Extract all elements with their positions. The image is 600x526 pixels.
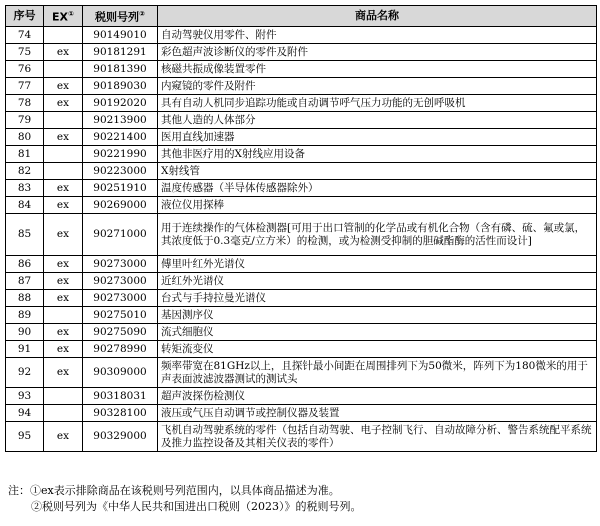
product-name-cell: 台式与手持拉曼光谱仪 — [158, 290, 597, 307]
table-row — [6, 290, 597, 307]
tariff-code-cell: 90251910 — [83, 180, 158, 197]
serial-number-cell: 95 — [6, 422, 44, 452]
tariff-code-cell: 90273000 — [83, 256, 158, 273]
serial-number-cell: 78 — [6, 95, 44, 112]
table-row — [6, 341, 597, 358]
ex-cell — [44, 112, 83, 129]
tariff-code-cell: 90269000 — [83, 197, 158, 214]
ex-cell: ex — [44, 214, 83, 256]
product-name-cell: 医用直线加速器 — [158, 129, 597, 146]
ex-cell: ex — [44, 422, 83, 452]
table-row — [6, 180, 597, 197]
product-name-cell: 飞机自动驾驶系统的零件（包括自动驾驶、电子控制飞行、自动故障分析、警告系统配平系统及推力监控设备及其相关仪表的零件） — [158, 422, 597, 452]
tariff-code-cell: 90192020 — [83, 95, 158, 112]
table-row — [6, 112, 597, 129]
table-row — [6, 27, 597, 44]
table-row — [6, 95, 597, 112]
table-row — [6, 405, 597, 422]
product-name-cell: 内窥镜的零件及附件 — [158, 78, 597, 95]
table-row — [6, 388, 597, 405]
product-name-cell: 近红外光谱仪 — [158, 273, 597, 290]
tariff-code-cell: 90278990 — [83, 341, 158, 358]
table-row — [6, 129, 597, 146]
serial-number-cell: 92 — [6, 358, 44, 388]
serial-number-cell: 89 — [6, 307, 44, 324]
tariff-code-cell: 90271000 — [83, 214, 158, 256]
product-name-cell: 彩色超声波诊断仪的零件及附件 — [158, 44, 597, 61]
product-name-cell: 其他人造的人体部分 — [158, 112, 597, 129]
footnote-2: ②税则号列为《中华人民共和国进出口税则（2023）》的税则号列。 — [31, 500, 362, 513]
tariff-code-cell: 90181291 — [83, 44, 158, 61]
serial-number-cell: 76 — [6, 61, 44, 78]
serial-number-cell: 85 — [6, 214, 44, 256]
ex-cell — [44, 405, 83, 422]
header-ex-label: EX — [52, 10, 69, 24]
table-row — [6, 307, 597, 324]
table-row — [6, 61, 597, 78]
tariff-code-cell: 90149010 — [83, 27, 158, 44]
header-ex — [44, 6, 83, 27]
tariff-code-cell: 90213900 — [83, 112, 158, 129]
header-serial-number — [6, 6, 44, 27]
product-name-cell: 傅里叶红外光谱仪 — [158, 256, 597, 273]
product-name-cell: 频率带宽在81GHz以上，且探针最小间距在周围排列下为50微米，阵列下为180微米的用于声表面波滤波器测试的测试头 — [158, 358, 597, 388]
tariff-code-cell: 90275090 — [83, 324, 158, 341]
serial-number-cell: 94 — [6, 405, 44, 422]
ex-cell: ex — [44, 78, 83, 95]
table-header-row — [6, 6, 597, 27]
serial-number-cell: 80 — [6, 129, 44, 146]
product-name-cell: 转矩流变仪 — [158, 341, 597, 358]
ex-cell — [44, 307, 83, 324]
serial-number-cell: 77 — [6, 78, 44, 95]
table-row — [6, 197, 597, 214]
serial-number-cell: 93 — [6, 388, 44, 405]
table-row — [6, 324, 597, 341]
tariff-code-cell: 90181390 — [83, 61, 158, 78]
tariff-code-cell: 90329000 — [83, 422, 158, 452]
tariff-code-cell: 90275010 — [83, 307, 158, 324]
serial-number-cell: 74 — [6, 27, 44, 44]
ex-cell: ex — [44, 180, 83, 197]
product-name-cell: 具有自动人机同步追踪功能或自动调节呼气压力功能的无创呼吸机 — [158, 95, 597, 112]
tariff-code-cell: 90223000 — [83, 163, 158, 180]
table-row — [6, 214, 597, 256]
serial-number-cell: 79 — [6, 112, 44, 129]
tariff-code-cell: 90189030 — [83, 78, 158, 95]
ex-cell: ex — [44, 129, 83, 146]
ex-cell — [44, 163, 83, 180]
tariff-code-cell: 90221400 — [83, 129, 158, 146]
product-name-cell: 温度传感器（半导体传感器除外） — [158, 180, 597, 197]
header-tariff-code — [83, 6, 158, 27]
ex-cell: ex — [44, 290, 83, 307]
table-row — [6, 163, 597, 180]
table-row — [6, 146, 597, 163]
ex-cell: ex — [44, 197, 83, 214]
product-name-cell: 用于连续操作的气体检测器[可用于出口管制的化学品或有机化合物（含有磷、硫、氟或氯，其浓度低于0.3毫克/立方米）的检测，或为检测受抑制的胆碱酯酶的活性而设计] — [158, 214, 597, 256]
tariff-code-cell: 90328100 — [83, 405, 158, 422]
ex-cell — [44, 27, 83, 44]
serial-number-cell: 90 — [6, 324, 44, 341]
serial-number-cell: 88 — [6, 290, 44, 307]
header-serial-number-label: 序号 — [13, 9, 36, 22]
ex-cell: ex — [44, 256, 83, 273]
table-row — [6, 273, 597, 290]
ex-cell: ex — [44, 273, 83, 290]
serial-number-cell: 87 — [6, 273, 44, 290]
table-row — [6, 78, 597, 95]
tariff-code-cell: 90273000 — [83, 273, 158, 290]
tariff-code-cell: 90318031 — [83, 388, 158, 405]
tariff-code-cell: 90273000 — [83, 290, 158, 307]
ex-cell: ex — [44, 95, 83, 112]
table-row — [6, 44, 597, 61]
goods-table — [5, 5, 597, 452]
product-name-cell: 超声波探伤检测仪 — [158, 388, 597, 405]
serial-number-cell: 75 — [6, 44, 44, 61]
footnote-1: 注：①ex表示排除商品在该税则号列范围内，以具体商品描述为准。 — [8, 484, 340, 497]
ex-cell: ex — [44, 324, 83, 341]
product-name-cell: 流式细胞仪 — [158, 324, 597, 341]
serial-number-cell: 82 — [6, 163, 44, 180]
header-product-name-label: 商品名称 — [355, 9, 399, 22]
table-row — [6, 358, 597, 388]
ex-cell: ex — [44, 44, 83, 61]
serial-number-cell: 84 — [6, 197, 44, 214]
product-name-cell: 液压或气压自动调节或控制仪器及装置 — [158, 405, 597, 422]
ex-cell: ex — [44, 341, 83, 358]
serial-number-cell: 86 — [6, 256, 44, 273]
ex-cell: ex — [44, 358, 83, 388]
product-name-cell: X射线管 — [158, 163, 597, 180]
product-name-cell: 基因测序仪 — [158, 307, 597, 324]
header-product-name — [158, 6, 597, 27]
product-name-cell: 液位仪用探棒 — [158, 197, 597, 214]
table-row — [6, 256, 597, 273]
product-name-cell: 自动驾驶仪用零件、附件 — [158, 27, 597, 44]
serial-number-cell: 91 — [6, 341, 44, 358]
tariff-code-cell: 90309000 — [83, 358, 158, 388]
header-tariff-code-footnote-mark: ② — [139, 10, 145, 19]
tariff-code-cell: 90221990 — [83, 146, 158, 163]
ex-cell — [44, 146, 83, 163]
header-tariff-code-label: 税则号列 — [95, 10, 140, 24]
product-name-cell: 核磁共振成像装置零件 — [158, 61, 597, 78]
ex-cell — [44, 61, 83, 78]
serial-number-cell: 81 — [6, 146, 44, 163]
footnotes — [8, 483, 362, 515]
table-body — [6, 27, 597, 452]
serial-number-cell: 83 — [6, 180, 44, 197]
product-name-cell: 其他非医疗用的X射线应用设备 — [158, 146, 597, 163]
table-row — [6, 422, 597, 452]
ex-cell — [44, 388, 83, 405]
header-ex-footnote-mark: ① — [68, 10, 74, 19]
